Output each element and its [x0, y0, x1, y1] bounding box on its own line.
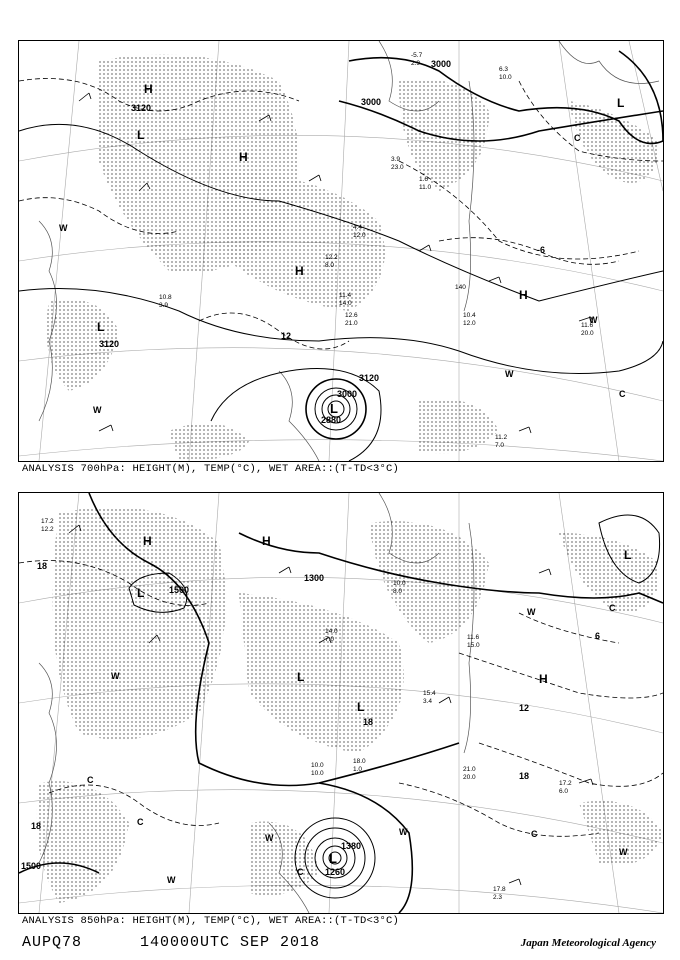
- low-center: L: [137, 128, 145, 142]
- obs-temp: 10.8: [159, 294, 172, 301]
- typhoon-center: L: [329, 851, 337, 866]
- typhoon-center: L: [330, 401, 338, 416]
- obs-dewpoint: 12.2: [41, 526, 54, 533]
- obs-dewpoint: 11.0: [419, 184, 432, 191]
- caption-850hpa: ANALYSIS 850hPa: HEIGHT(M), TEMP(°C), WET AREA::(T-TD<3°C): [22, 915, 400, 927]
- analysis-time: 140000UTC SEP 2018: [140, 934, 321, 951]
- cold-label: C: [574, 133, 581, 143]
- cold-label: C: [619, 389, 626, 399]
- obs-dewpoint: 20.0: [581, 330, 594, 337]
- agency-name: Japan Meteorological Agency: [520, 937, 656, 949]
- obs-dewpoint: 6.0: [559, 788, 569, 795]
- obs-temp: 15.4: [423, 690, 436, 697]
- obs-temp: 10.4: [463, 312, 476, 319]
- obs-dewpoint: 23.0: [391, 164, 404, 171]
- high-center: H: [144, 82, 153, 96]
- obs-temp: 3.9: [391, 156, 401, 163]
- obs-temp: 21.0: [463, 766, 476, 773]
- contour-label: 12: [281, 331, 292, 341]
- obs-temp: 12.6: [345, 312, 358, 319]
- cold-label: C: [137, 817, 144, 827]
- obs-temp: 11.6: [467, 634, 480, 641]
- obs-dewpoint: 14.0: [339, 300, 352, 307]
- obs-dewpoint: 10.0: [311, 770, 324, 777]
- obs-dewpoint: 8.0: [325, 262, 335, 269]
- obs-temp: 14.0: [325, 628, 338, 635]
- warm-label: W: [93, 405, 102, 415]
- contour-label: 2880: [321, 415, 342, 425]
- warm-label: W: [59, 223, 68, 233]
- warm-label: W: [527, 607, 536, 617]
- high-center: H: [539, 672, 548, 686]
- low-center: L: [617, 96, 625, 110]
- obs-temp: 10.0: [311, 762, 324, 769]
- low-center: L: [624, 548, 632, 562]
- obs-dewpoint: 2.9: [411, 60, 421, 67]
- contour-label: 1380: [341, 841, 362, 851]
- obs-temp: 17.2: [41, 518, 54, 525]
- chart-code: AUPQ78: [22, 934, 83, 951]
- low-center: L: [137, 586, 145, 600]
- map-850hpa: [18, 492, 664, 914]
- obs-dewpoint: 12.0: [463, 320, 476, 327]
- high-center: H: [295, 264, 304, 278]
- contour-label: 3120: [131, 103, 152, 113]
- contour-label: 18: [31, 821, 42, 831]
- contour-label: 6: [595, 631, 601, 641]
- obs-dewpoint: 7.0: [325, 636, 335, 643]
- obs-dewpoint: 3.4: [423, 698, 433, 705]
- contour-label: 1500: [169, 585, 190, 595]
- warm-label: W: [111, 671, 120, 681]
- obs-temp: 1.6: [419, 176, 429, 183]
- obs-dewpoint: 20.0: [463, 774, 476, 781]
- contour-label: 3120: [359, 373, 380, 383]
- map-700hpa-canvas: [19, 41, 663, 461]
- obs-dewpoint: 21.0: [345, 320, 358, 327]
- warm-label: W: [619, 847, 628, 857]
- map-850hpa-canvas: [19, 493, 663, 913]
- wet-area: [47, 54, 660, 461]
- contour-label: 1260: [325, 867, 346, 877]
- obs-temp: 18.0: [353, 758, 366, 765]
- high-center: H: [519, 288, 528, 302]
- warm-label: W: [505, 369, 514, 379]
- contour-label: 18: [519, 771, 530, 781]
- obs-dewpoint: 1.0: [353, 766, 363, 773]
- low-center: L: [97, 320, 105, 334]
- obs-dewpoint: 15.0: [467, 642, 480, 649]
- obs-temp: 10.0: [393, 580, 406, 587]
- obs-temp: 11.4: [339, 292, 352, 299]
- caption-700hpa: ANALYSIS 700hPa: HEIGHT(M), TEMP(°C), WET AREA::(T-TD<3°C): [22, 463, 400, 475]
- warm-label: W: [399, 827, 408, 837]
- obs-temp: 4.4: [353, 224, 363, 231]
- obs-temp: 12.2: [325, 254, 338, 261]
- obs-temp: -5.7: [411, 52, 423, 59]
- cold-label: C: [609, 603, 616, 613]
- warm-label: W: [589, 315, 598, 325]
- contour-label: 3000: [337, 389, 358, 399]
- obs-dewpoint: 2.3: [493, 894, 503, 901]
- high-center: H: [143, 534, 152, 548]
- contour-label: 3000: [431, 59, 452, 69]
- contour-label: 18: [37, 561, 48, 571]
- contour-label: 3120: [99, 339, 120, 349]
- obs-dewpoint: 3.9: [159, 302, 169, 309]
- warm-label: W: [265, 833, 274, 843]
- temp-contour-label: -6: [537, 245, 546, 255]
- contour-label: 1500: [21, 861, 42, 871]
- obs-temp: 11.2: [495, 434, 508, 441]
- low-center: L: [357, 700, 365, 714]
- contour-label: 1300: [304, 573, 325, 583]
- gridline-label: 140: [455, 284, 466, 291]
- obs-dewpoint: 10.0: [499, 74, 512, 81]
- high-center: H: [239, 150, 248, 164]
- contour-label: 3000: [361, 97, 382, 107]
- high-center: H: [262, 534, 271, 548]
- obs-temp: 17.8: [493, 886, 506, 893]
- cold-label: C: [87, 775, 94, 785]
- contour-label: 18: [363, 717, 374, 727]
- obs-dewpoint: 8.0: [393, 588, 403, 595]
- cold-label: C: [297, 867, 304, 877]
- warm-label: W: [167, 875, 176, 885]
- obs-dewpoint: 12.0: [353, 232, 366, 239]
- obs-temp: 17.2: [559, 780, 572, 787]
- contour-label: 12: [519, 703, 530, 713]
- low-center: L: [297, 670, 305, 684]
- obs-dewpoint: 7.0: [495, 442, 505, 449]
- cold-label: C: [531, 829, 538, 839]
- map-700hpa: [18, 40, 664, 462]
- obs-temp: 11.6: [581, 322, 594, 329]
- obs-temp: 6.3: [499, 66, 509, 73]
